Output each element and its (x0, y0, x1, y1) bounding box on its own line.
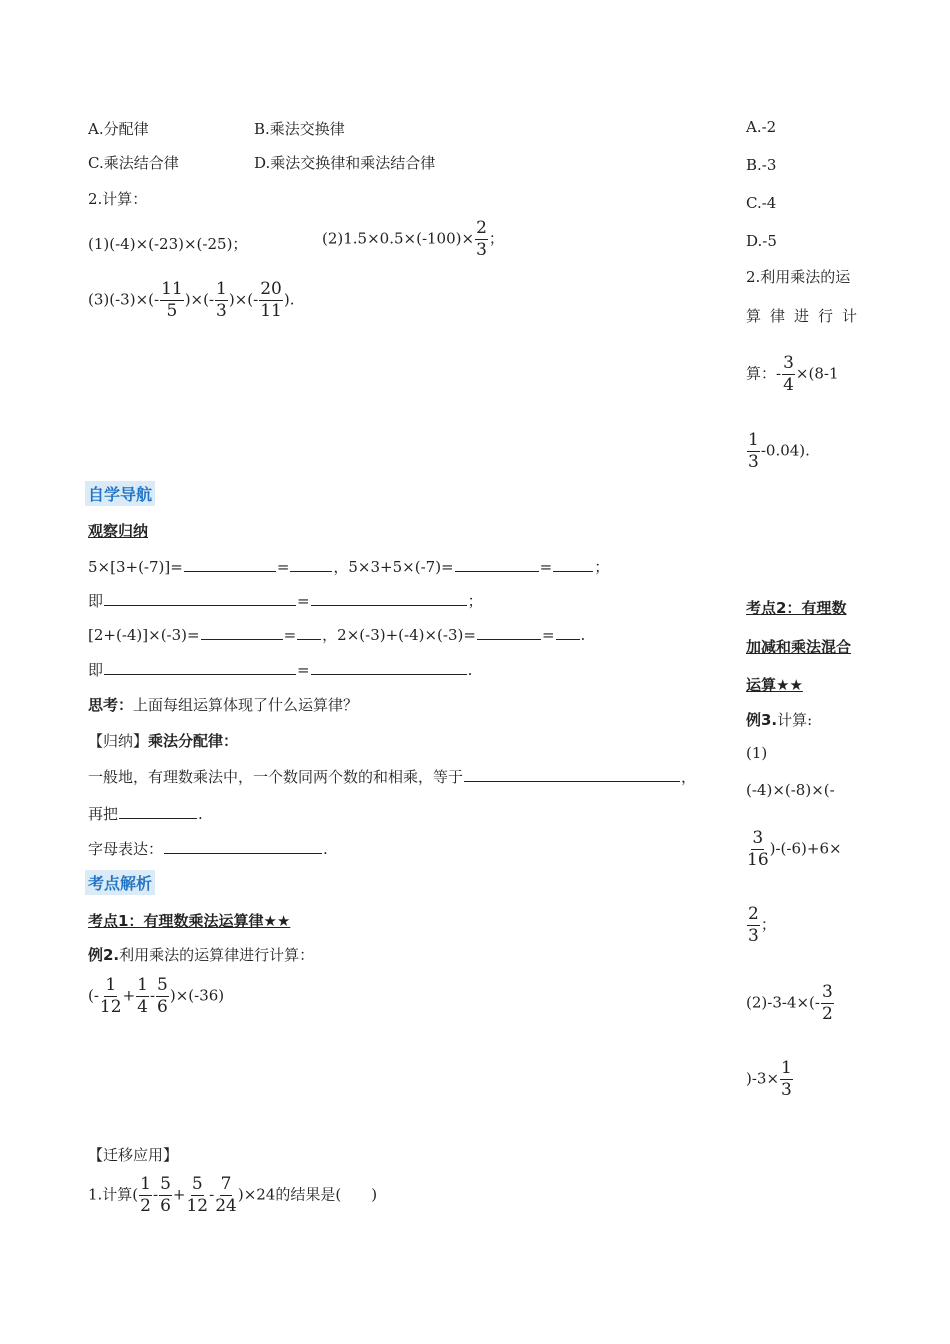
observe-line-2: 即 = ； (88, 592, 483, 610)
example-3-part-1-label: (1) (746, 744, 768, 762)
fraction: $\frac{1}{2}$ (140, 1174, 151, 1216)
fraction: $\frac{3}{2}$ (821, 982, 833, 1024)
right-question-2-line-2: 算律进行计 (746, 307, 867, 325)
point-2-heading-line-3: 运算★★ (746, 676, 803, 694)
fraction: $\frac{5}{6}$ (157, 975, 168, 1017)
summary-line: 【归纳】乘法分配律： (88, 732, 239, 750)
summary-text: 一般地，有理数乘法中，一个数同两个数的和相乘，等于 ， (88, 768, 697, 786)
fraction: $\frac{5}{6}$ (160, 1174, 171, 1216)
point-1-heading: 考点1：有理数乘法运算律★★ (88, 912, 291, 930)
right-question-2-line-1: 2.利用乘法的运 (746, 268, 851, 286)
transfer-question-1: 1.计算( $\frac{1}{2}$ - $\frac{5}{6}$ + $\frac{5}{12}$ - $\frac{7}{24}$ )×24的结果是( ) (88, 1174, 378, 1216)
fraction: $\frac{3}{16}$ (747, 828, 769, 870)
summary-then: 再把 . (88, 805, 203, 823)
fraction: $\frac{3}{4}$ (783, 353, 794, 395)
question-2-title: 2.计算： (88, 190, 148, 208)
right-option-b: B.-3 (746, 156, 777, 174)
fraction: $\frac{20}{11}$ (260, 279, 282, 321)
fraction: $\frac{11}{5}$ (161, 279, 183, 321)
option-c: C.乘法结合律 (88, 154, 179, 172)
observe-line-4: 即 = . (88, 661, 473, 679)
right-option-a: A.-2 (746, 118, 777, 136)
observe-line-3: [2+(-4)]×(-3)= = ，2×(-3)+(-4)×(-3)= = . (88, 626, 586, 644)
point-2-heading-line-2: 加减和乘法混合 (746, 638, 852, 656)
fraction: $\frac{1}{4}$ (137, 975, 148, 1017)
think-question: 思考：上面每组运算体现了什么运算律？ (88, 696, 359, 714)
question-2-part3: (3)(-3)×(- $\frac{11}{5}$ )×(- $\frac{1}{3}$ )×(- $\frac{20}{11}$ ). (88, 279, 295, 321)
question-2-part1: (1)(-4)×(-23)×(-25)； (88, 235, 248, 253)
letter-expression: 字母表达： . (88, 840, 328, 858)
example-3-part-2-line-2: )-3× $\frac{1}{3}$ (746, 1058, 792, 1100)
fraction: $\frac{7}{24}$ (215, 1174, 237, 1216)
fraction: $\frac{2}{3}$ (476, 218, 487, 260)
right-option-d: D.-5 (746, 232, 777, 250)
example-2-expression: (- $\frac{1}{12}$ + $\frac{1}{4}$ - $\frac{5}{6}$ )×(-36) (88, 975, 225, 1017)
example-3: 例3.计算: (746, 711, 813, 729)
fraction: $\frac{1}{12}$ (99, 975, 122, 1017)
right-question-2-line-3: 算：- $\frac{3}{4}$ ×(8-1 (746, 353, 839, 395)
option-a: A.分配律 (88, 120, 149, 138)
example-2: 例2.利用乘法的运算律进行计算： (88, 946, 315, 964)
example-3-part-2-line-1: (2)-3-4×(- $\frac{3}{2}$ (746, 982, 833, 1024)
example-3-part-1-line-4: $\frac{2}{3}$ ； (748, 904, 776, 946)
question-2-part2: (2)1.5×0.5×(-100)× $\frac{2}{3}$ ； (322, 218, 504, 260)
transfer-heading: 【迁移应用】 (88, 1146, 179, 1164)
option-d: D.乘法交换律和乘法结合律 (254, 154, 436, 172)
point-2-heading-line-1: 考点2：有理数 (746, 599, 847, 617)
right-question-2-line-4: $\frac{1}{3}$ -0.04). (748, 430, 810, 472)
section-heading-analysis: 考点解析 (85, 870, 155, 895)
fraction: $\frac{1}{3}$ (216, 279, 227, 321)
fraction: $\frac{1}{3}$ (748, 430, 759, 472)
section-heading-self-study: 自学导航 (85, 481, 155, 506)
option-b: B.乘法交换律 (254, 120, 345, 138)
fraction: $\frac{2}{3}$ (748, 904, 759, 946)
fraction: $\frac{1}{3}$ (781, 1058, 792, 1100)
example-3-part-1-line-2: (-4)×(-8)×(- (746, 781, 835, 799)
observe-line-1: 5×[3+(-7)]= = ，5×3+5×(-7)= = ； (88, 558, 610, 576)
example-3-part-1-line-3: $\frac{3}{16}$ )-(-6)+6× (747, 828, 842, 870)
observe-heading: 观察归纳 (88, 522, 149, 540)
fraction: $\frac{5}{12}$ (186, 1174, 209, 1216)
right-option-c: C.-4 (746, 194, 777, 212)
